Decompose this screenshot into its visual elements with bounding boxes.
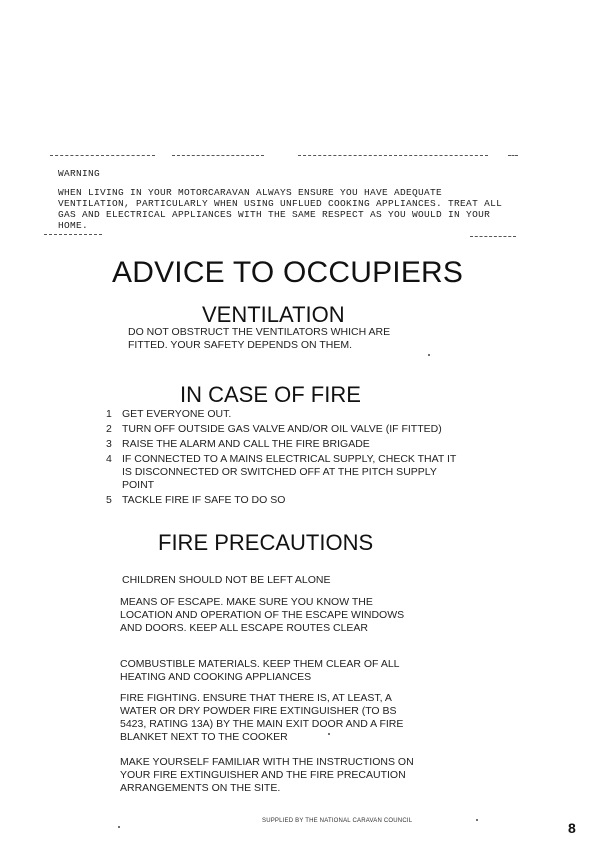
top-divider-3 (298, 155, 488, 156)
warning-text: WHEN LIVING IN YOUR MOTORCARAVAN ALWAYS ENSURE YOU HAVE ADEQUATE VENTILATION, PARTICULARLY WHEN USING UNFLUED COOKING APPLIANCES. TREAT ALL GAS AND ELECTRICAL APPLIANCES WITH THE SAME RESPECT AS YOU WOULD IN YOUR HOME. (58, 187, 503, 231)
list-item (106, 494, 462, 507)
page-number: 8 (568, 820, 576, 836)
precautions-heading: FIRE PRECAUTIONS (158, 530, 374, 555)
precaution-item: MEANS OF ESCAPE. MAKE SURE YOU KNOW THE LOCATION AND OPERATION OF THE ESCAPE WINDOWS AND DOORS. KEEP ALL ESCAPE ROUTES CLEAR (120, 596, 405, 634)
top-divider-1 (50, 155, 155, 156)
precaution-item: COMBUSTIBLE MATERIALS. KEEP THEM CLEAR OF ALL HEATING AND COOKING APPLIANCES (120, 658, 400, 683)
fire-steps-list (106, 408, 462, 509)
scan-speck (476, 819, 478, 821)
footer-credit: SUPPLIED BY THE NATIONAL CARAVAN COUNCIL (262, 818, 413, 824)
list-item (106, 408, 462, 421)
top-divider-2 (172, 155, 264, 156)
step-text: TURN OFF OUTSIDE GAS VALVE AND/OR OIL VALVE (IF FITTED) (122, 423, 442, 435)
list-item (106, 423, 462, 436)
warning-divider-1 (44, 234, 102, 235)
scan-speck (328, 733, 330, 735)
step-number: 2 (106, 423, 112, 435)
top-divider-4 (508, 155, 518, 156)
warning-title: WARNING (58, 168, 101, 179)
list-item (106, 438, 462, 451)
step-number: 4 (106, 453, 112, 465)
ventilation-heading: VENTILATION (202, 302, 345, 327)
step-number: 1 (106, 408, 112, 420)
step-text: GET EVERYONE OUT. (122, 408, 232, 420)
precaution-item: MAKE YOURSELF FAMILIAR WITH THE INSTRUCTIONS ON YOUR FIRE EXTINGUISHER AND THE FIRE PRECAUTION ARRANGEMENTS ON THE SITE. (120, 756, 414, 794)
page-title: ADVICE TO OCCUPIERS (112, 256, 464, 289)
ventilation-text: DO NOT OBSTRUCT THE VENTILATORS WHICH ARE FITTED. YOUR SAFETY DEPENDS ON THEM. (128, 326, 391, 351)
step-text: IF CONNECTED TO A MAINS ELECTRICAL SUPPLY, CHECK THAT IT IS DISCONNECTED OR SWITCHED OFF AT THE PITCH SUPPLY POINT (122, 453, 457, 491)
scan-speck (118, 826, 120, 828)
scan-speck (428, 354, 430, 356)
warning-divider-2 (470, 236, 516, 237)
precaution-item: CHILDREN SHOULD NOT BE LEFT ALONE (122, 574, 331, 586)
list-item (106, 453, 462, 492)
step-number: 5 (106, 494, 112, 506)
step-text: RAISE THE ALARM AND CALL THE FIRE BRIGADE (122, 438, 370, 450)
step-number: 3 (106, 438, 112, 450)
step-text: TACKLE FIRE IF SAFE TO DO SO (122, 494, 286, 506)
fire-heading: IN CASE OF FIRE (180, 382, 361, 407)
precaution-item: FIRE FIGHTING. ENSURE THAT THERE IS, AT LEAST, A WATER OR DRY POWDER FIRE EXTINGUISHER (TO BS 5423, RATING 13A) BY THE MAIN EXIT DOOR AND A FIRE BLANKET NEXT TO THE COOKER (120, 692, 404, 743)
